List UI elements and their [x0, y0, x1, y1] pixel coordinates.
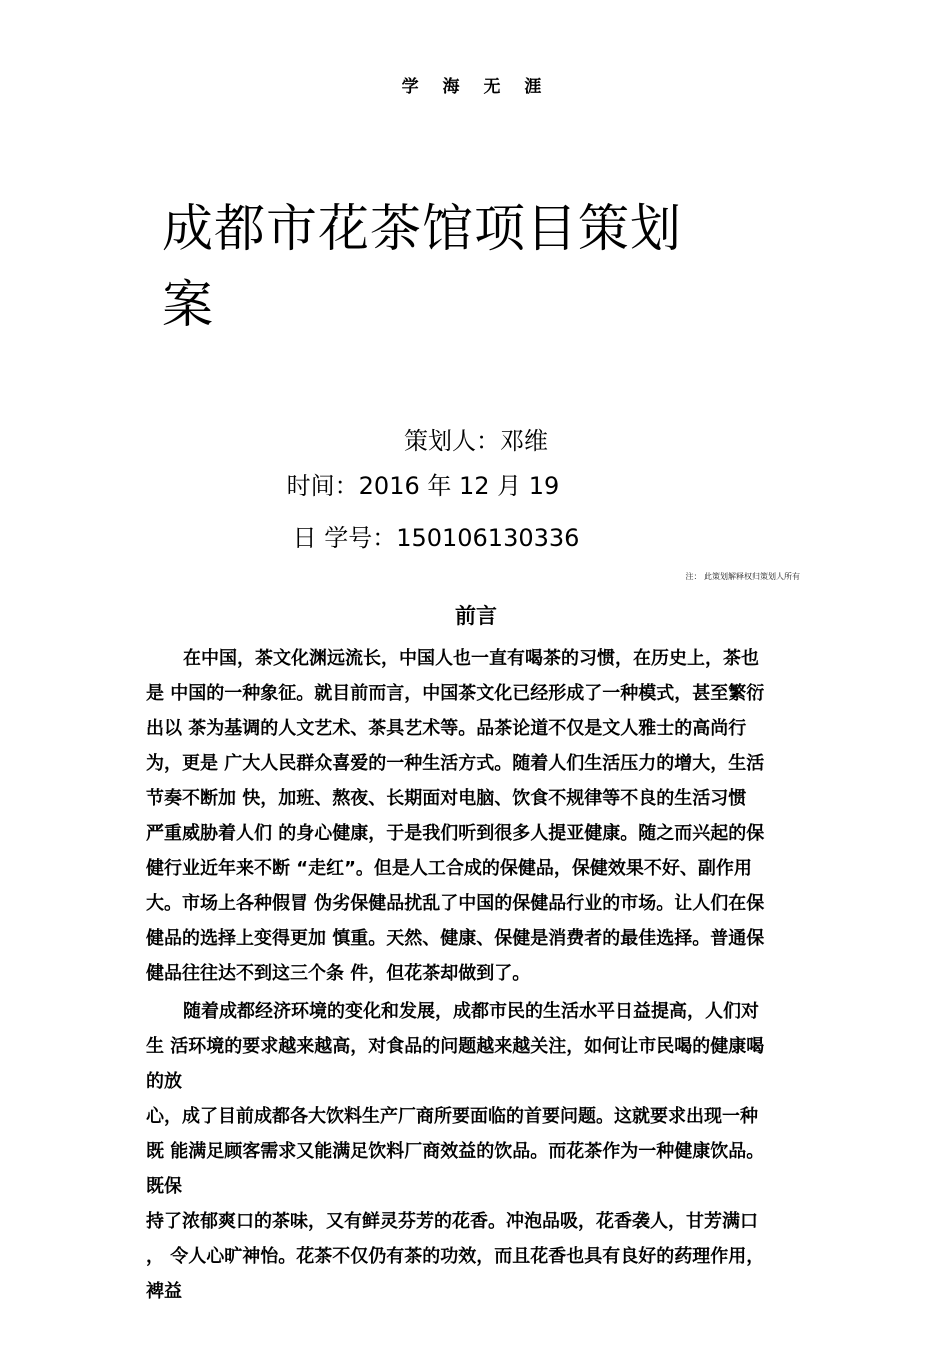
planner-line: 策划人：邓维 [404, 427, 548, 455]
paragraph-line: 随着成都经济环境的变化和发展，成都市民的生活水平日益提高，人们对 [183, 1001, 759, 1022]
paragraph-line: 节奏不断加 快，加班、熬夜、长期面对电脑、饮食不规律等不良的生活习惯 [146, 788, 747, 809]
paragraph-line: 出以 茶为基调的人文艺术、茶具艺术等。品茶论道不仅是文人雅士的高尚行 [146, 718, 747, 739]
student-id-line: 日 学号：150106130336 [292, 524, 580, 552]
title-line-2: 案 [162, 276, 215, 335]
copyright-note: 注： 此策划解释权归策划人所有 [685, 572, 800, 581]
preface-paragraph-1 [146, 641, 822, 991]
paragraph-line: 健品往往达不到这三个条 件，但花茶却做到了。 [146, 963, 531, 984]
title-line-1: 成都市花茶馆项目策划 [162, 200, 683, 259]
preface-heading: 前言 [455, 604, 497, 628]
paragraph-line: 持了浓郁爽口的茶味，又有鲜灵芬芳的花香。冲泡品吸，花香袭人，甘芳满口 [146, 1211, 758, 1232]
paragraph-line: 在中国，茶文化渊远流长，中国人也一直有喝茶的习惯，在历史上，茶也 [183, 648, 759, 669]
paragraph-line: 心，成了目前成都各大饮料生产厂商所要面临的首要问题。这就要求出现一种 [146, 1106, 758, 1127]
paragraph-line: 严重威胁着人们 的身心健康，于是我们听到很多人提亚健康。随之而兴起的保 [146, 823, 765, 844]
paragraph-line: 既 能满足顾客需求又能满足饮料厂商效益的饮品。而花茶作为一种健康饮品。 [146, 1141, 765, 1162]
paragraph-line: 的放 [146, 1071, 182, 1092]
paragraph-line: ， 令人心旷神怡。花茶不仅仍有茶的功效，而且花香也具有良好的药理作用， [146, 1246, 765, 1267]
document-title [162, 192, 782, 344]
paragraph-line: 裨益 [146, 1281, 182, 1302]
paragraph-line: 是 中国的一种象征。就目前而言，中国茶文化已经形成了一种模式，甚至繁衍 [146, 683, 765, 704]
paragraph-line: 生 活环境的要求越来越高，对食品的问题越来越关注，如何让市民喝的健康喝 [146, 1036, 765, 1057]
preface-paragraph-2 [146, 994, 822, 1309]
paragraph-line: 大。市场上各种假冒 伪劣保健品扰乱了中国的保健品行业的市场。让人们在保 [146, 893, 765, 914]
paragraph-line: 既保 [146, 1176, 182, 1197]
time-line: 时间：2016 年 12 月 19 [286, 472, 560, 500]
paragraph-line: 为，更是 广大人民群众喜爱的一种生活方式。随着人们生活压力的增大，生活 [146, 753, 765, 774]
paragraph-line: 健品的选择上变得更加 慎重。天然、健康、保健是消费者的最佳选择。普通保 [146, 928, 765, 949]
page-header: 学 海 无 涯 [401, 77, 551, 97]
paragraph-line: 健行业近年来不断 “走红”。但是人工合成的保健品，保健效果不好、副作用 [146, 858, 752, 879]
